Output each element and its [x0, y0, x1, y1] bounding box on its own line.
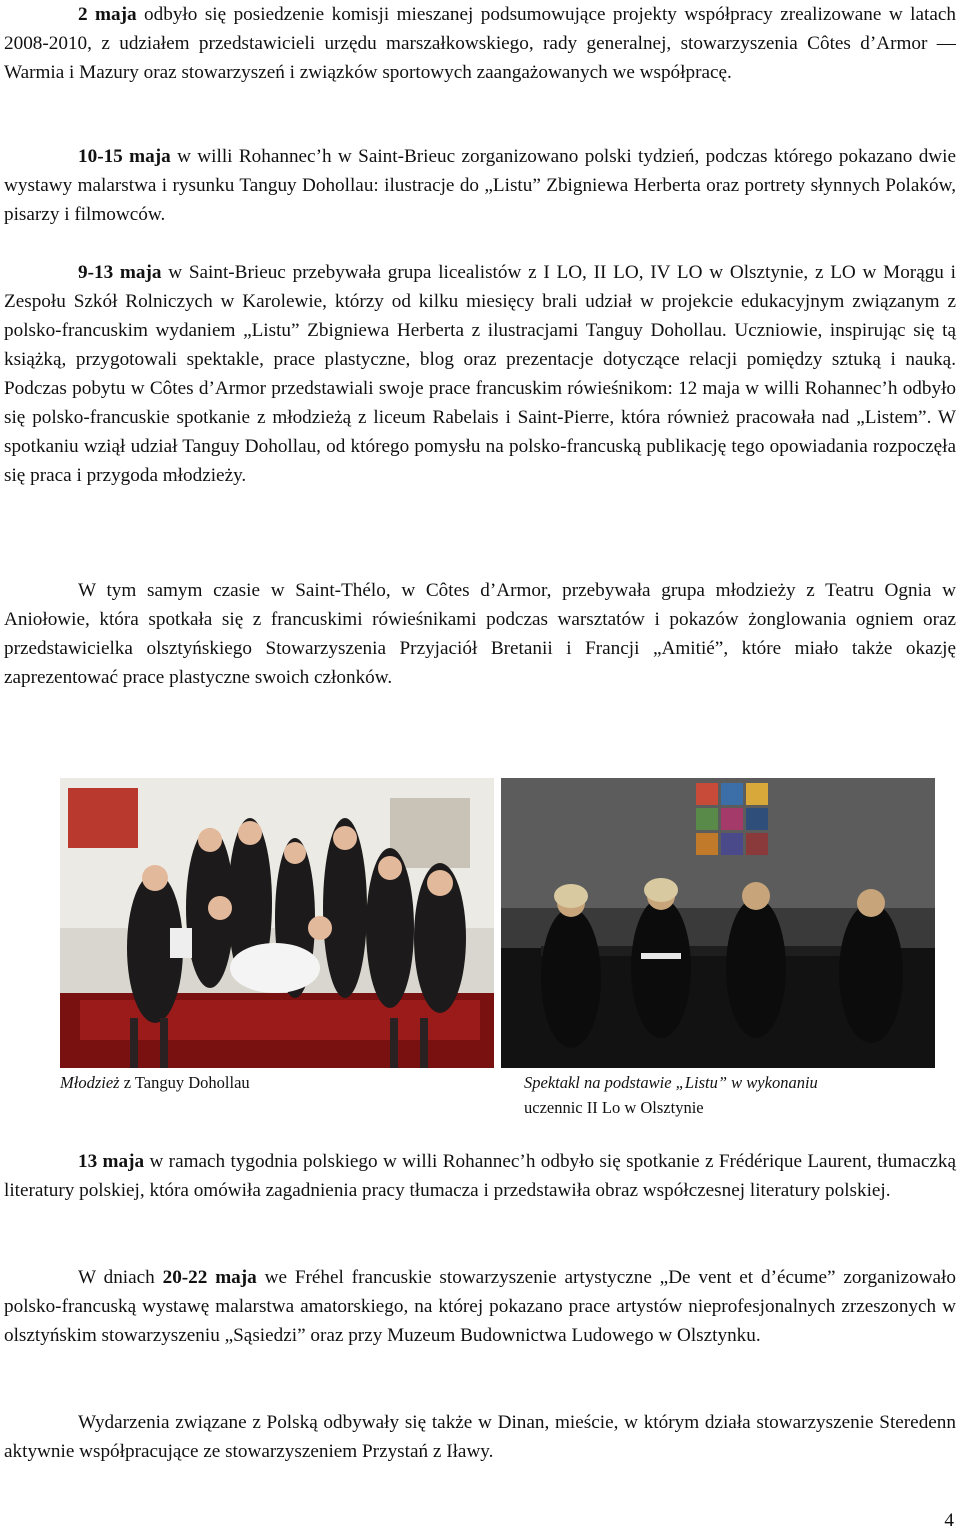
- paragraph-text: odbyło się posiedzenie komisji mieszanej podsumowujące projekty współpracy zrealizowane w latach 2008-2010, z udziałem przedstawicieli urzędu marszałkowskiego, rady generalnej, stowarzyszenia Côtes d’Armor — Warmia i Mazury oraz stowarzyszeń i związków sportowych zaangażowanych we współpracę.: [4, 4, 956, 83]
- paragraph-text: w ramach tygodnia polskiego w willi Rohannec’h odbyło się spotkanie z Frédérique Laurent, tłumaczką literatury polskiej, która omówiła zagadnienia pracy tłumacza i przedstawiła obraz współczesnej literatury polskiej.: [4, 1151, 956, 1201]
- paragraph-13-maja: [4, 1147, 956, 1205]
- paragraph-prefix: W dniach: [78, 1267, 163, 1288]
- caption-italic: Młodzież: [60, 1073, 120, 1092]
- caption-right: [524, 1070, 944, 1120]
- date-bold: 20-22 maja: [162, 1267, 257, 1288]
- date-bold: 9-13 maja: [78, 262, 162, 283]
- date-bold: 2 maja: [78, 4, 137, 25]
- stage-photo-image: [501, 778, 935, 1068]
- paragraph-text: W tym samym czasie w Saint-Thélo, w Côtes d’Armor, przebywała grupa młodzieży z Teatru Ognia w Aniołowie, która spotkała się z francuskimi rówieśnikami podczas warsztatów i pokazów żonglowania ogniem oraz przedstawicielka olsztyńskiego Stowarzyszenia Przyjaciół Bretanii i Francji „Amitié”, które miało także okazję zaprezentować prace plastyczne swoich członków.: [4, 580, 956, 688]
- caption-italic: Spektakl na podstawie „Listu” w wykonaniu: [524, 1073, 818, 1092]
- paragraph-2-maja: [4, 0, 956, 87]
- paragraph-20-22-maja: [4, 1263, 956, 1350]
- paragraph-9-13-maja: [4, 258, 956, 490]
- photo-youth-with-tanguy-dohollau: [60, 778, 494, 1068]
- date-bold: 10-15 maja: [78, 146, 171, 167]
- caption-text: uczennic II Lo w Olsztynie: [524, 1098, 704, 1117]
- paragraph-text: Wydarzenia związane z Polską odbywały się także w Dinan, mieście, w którym działa stowarzyszenie Steredenn aktywnie współpracujące ze stowarzyszeniem Przystań z Iławy.: [4, 1412, 956, 1462]
- paragraph-text: w Saint-Brieuc przebywała grupa licealistów z I LO, II LO, IV LO w Olsztynie, z LO w Morągu i Zespołu Szkół Rolniczych w Karolewie, którzy od kilku miesięcy brali udział w projekcie edukacyjnym związanym z polsko-francuskim wydaniem „Listu” Zbigniewa Herberta z ilustracjami Tanguy Dohollau. Uczniowie, inspirując się tą książką, przygotowali spektakle, prace plastyczne, blog oraz prezentacje dotyczące relacji pomiędzy sztuką i nauką. Podczas pobytu w Côtes d’Armor przedstawiali swoje prace francuskim rówieśnikom: 12 maja w willi Rohannec’h odbyło się polsko-francuskie spotkanie z młodzieżą z liceum Rabelais i Saint-Pierre, która również pracowała nad „Listem”. W spotkaniu wziął udział Tanguy Dohollau, od którego pomysłu na polsko-francuską publikację tego opowiadania rozpoczęła się praca i przygoda młodzieży.: [4, 262, 956, 486]
- date-bold: 13 maja: [78, 1151, 145, 1172]
- group-photo-image: [60, 778, 494, 1068]
- paragraph-10-15-maja: [4, 142, 956, 229]
- paragraph-text: we Fréhel francuskie stowarzyszenie artystyczne „De vent et d’écume” zorganizowało polsko-francuską wystawę malarstwa amatorskiego, na której pokazano prace artystów nieprofesjonalnych zrzeszonych w olsztyńskim stowarzyszeniu „Sąsiedzi” oraz przy Muzeum Budownictwa Ludowego w Olsztynku.: [4, 1267, 956, 1346]
- photo-theatre-performance: [501, 778, 935, 1068]
- caption-text: z Tanguy Dohollau: [119, 1073, 250, 1092]
- paragraph-saint-thelo: [4, 576, 956, 692]
- paragraph-dinan: [4, 1408, 956, 1466]
- paragraph-text: w willi Rohannec’h w Saint-Brieuc zorganizowano polski tydzień, podczas którego pokazano dwie wystawy malarstwa i rysunku Tanguy Dohollau: ilustracje do „Listu” Zbigniewa Herberta oraz portrety słynnych Polaków, pisarzy i filmowców.: [4, 146, 957, 225]
- page-number: 4: [944, 1510, 954, 1531]
- caption-left: [60, 1070, 494, 1095]
